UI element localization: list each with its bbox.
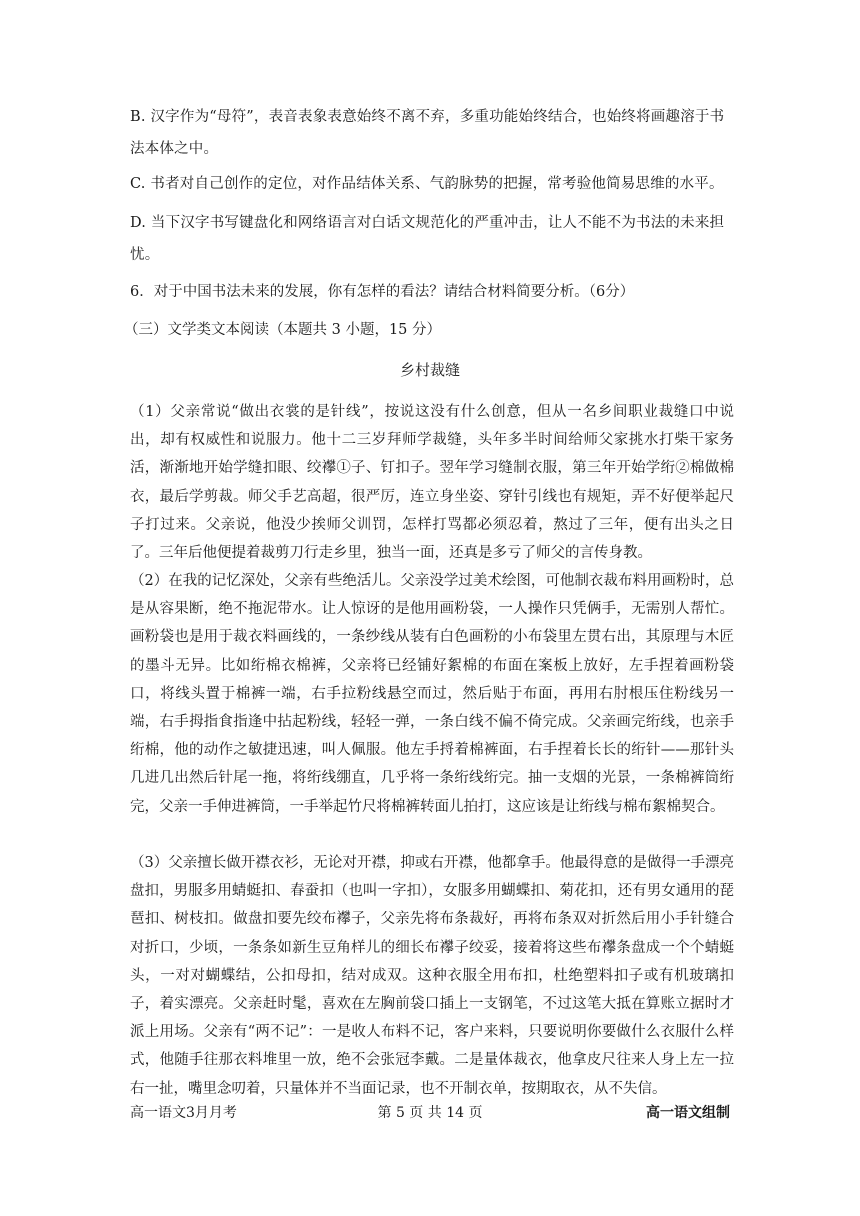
question-6: 6．对于中国书法未来的发展，你有怎样的看法？请结合材料简要分析。（6分）	[130, 284, 635, 300]
option-d: D. 当下汉字书写键盘化和网络语言对白话文规范化的严重冲击，让人不能不为书法的未来担忧。	[130, 215, 725, 263]
paragraph-3: （3）父亲擅长做开襟衣衫，无论对开襟，抑或右开襟，他都拿手。他最得意的是做得一手漂亮盘扣，男服多用蜻蜓扣、春蚕扣（也叫一字扣），女服多用蝴蝶扣、菊花扣，还有男女通用的琵琶扣、树枝扣。做盘扣要先绞布襻子，父亲先将布条裁好，再将布条双对折然后用小手针缝合对折口，少顷，一条条如新生豆角样儿的细长布襻子绞妥，接着将这些布襻条盘成一个个蜻蜓头，一对对蝴蝶结，公扣母扣，结对成双。这种衣服全用布扣，杜绝塑料扣子或有机玻璃扣子，着实漂亮。父亲赶时髦，喜欢在左胸前袋口插上一支钢笔，不过这笔大抵在算账立据时才派上用场。父亲有“两不记”：一是收人布料不记，客户来料，只要说明你要做什么衣服什么样式，他随手往那衣料堆里一放，绝不会张冠李戴。二是量体裁衣，他拿皮尺往来人身上左一拉右一扯，嘴里念叨着，只量体并不当面记录，也不开制衣单，按期取衣，从不失信。	[130, 855, 734, 1097]
footer-page-number: 第 5 页 共 14 页	[377, 1105, 483, 1121]
footer-exam-name: 高一语文3月月考	[130, 1105, 237, 1121]
option-b: B. 汉字作为“母符”，表音表象表意始终不离不弃，多重功能始终结合，也始终将画趣溶于书法本体之中。	[130, 109, 725, 157]
footer-author: 高一语文组制	[646, 1105, 730, 1121]
option-c: C. 书者对自己创作的定位，对作品结体关系、气韵脉势的把握，常考验他简易思维的水平。	[130, 176, 724, 192]
section-heading: （三）文学类文本阅读（本题共 3 小题，15 分）	[124, 322, 442, 338]
paragraph-2: （2）在我的记忆深处，父亲有些绝活儿。父亲没学过美术绘图，可他制衣裁布料用画粉时，总是从容果断，绝不拖泥带水。让人惊讶的是他用画粉袋，一人操作只凭俩手，无需别人帮忙。画粉袋也是用于裁衣料画线的，一条纱线从装有白色画粉的小布袋里左贯右出，其原理与木匠的墨斗无异。比如绗棉衣棉裤，父亲将已经铺好絮棉的布面在案板上放好，左手捏着画粉袋口，将线头置于棉裤一端，右手拉粉线悬空而过，然后贴于布面，再用右肘根压住粉线另一端，右手拇指食指逢中拈起粉线，轻轻一弹，一条白线不偏不倚完成。父亲画完绗线，也亲手绗棉，他的动作之敏捷迅速，叫人佩服。他左手捋着棉裤面，右手捏着长长的绗针——那针头几进几出然后针尾一拖，将绗线绷直，几乎将一条绗线绗完。抽一支烟的光景，一条棉裤筒绗完，父亲一手伸进裤筒，一手举起竹尺将棉裤转面儿拍打，这应该是让绗线与棉布絮棉契合。	[130, 573, 734, 815]
article-title: 乡村裁缝	[399, 361, 460, 379]
paragraph-1: （1）父亲常说“做出衣裳的是针线”，按说这没有什么创意，但从一名乡间职业裁缝口中说出，却有权威性和说服力。他十二三岁拜师学裁缝，头年多半时间给师父家挑水打柴干家务活，渐渐地开始学缝扣眼、绞襻①子、钉扣子。翌年学习缝制衣服，第三年开始学绗②棉做棉衣，最后学剪裁。师父手艺高超，很严厉，连立身坐姿、穿针引线也有规矩，弄不好便举起尺子打过来。父亲说，他没少挨师父训罚，怎样打骂都必须忍着，熬过了三年，便有出头之日了。三年后他便提着裁剪刀行走乡里，独当一面，还真是多亏了师父的言传身教。	[130, 404, 734, 562]
